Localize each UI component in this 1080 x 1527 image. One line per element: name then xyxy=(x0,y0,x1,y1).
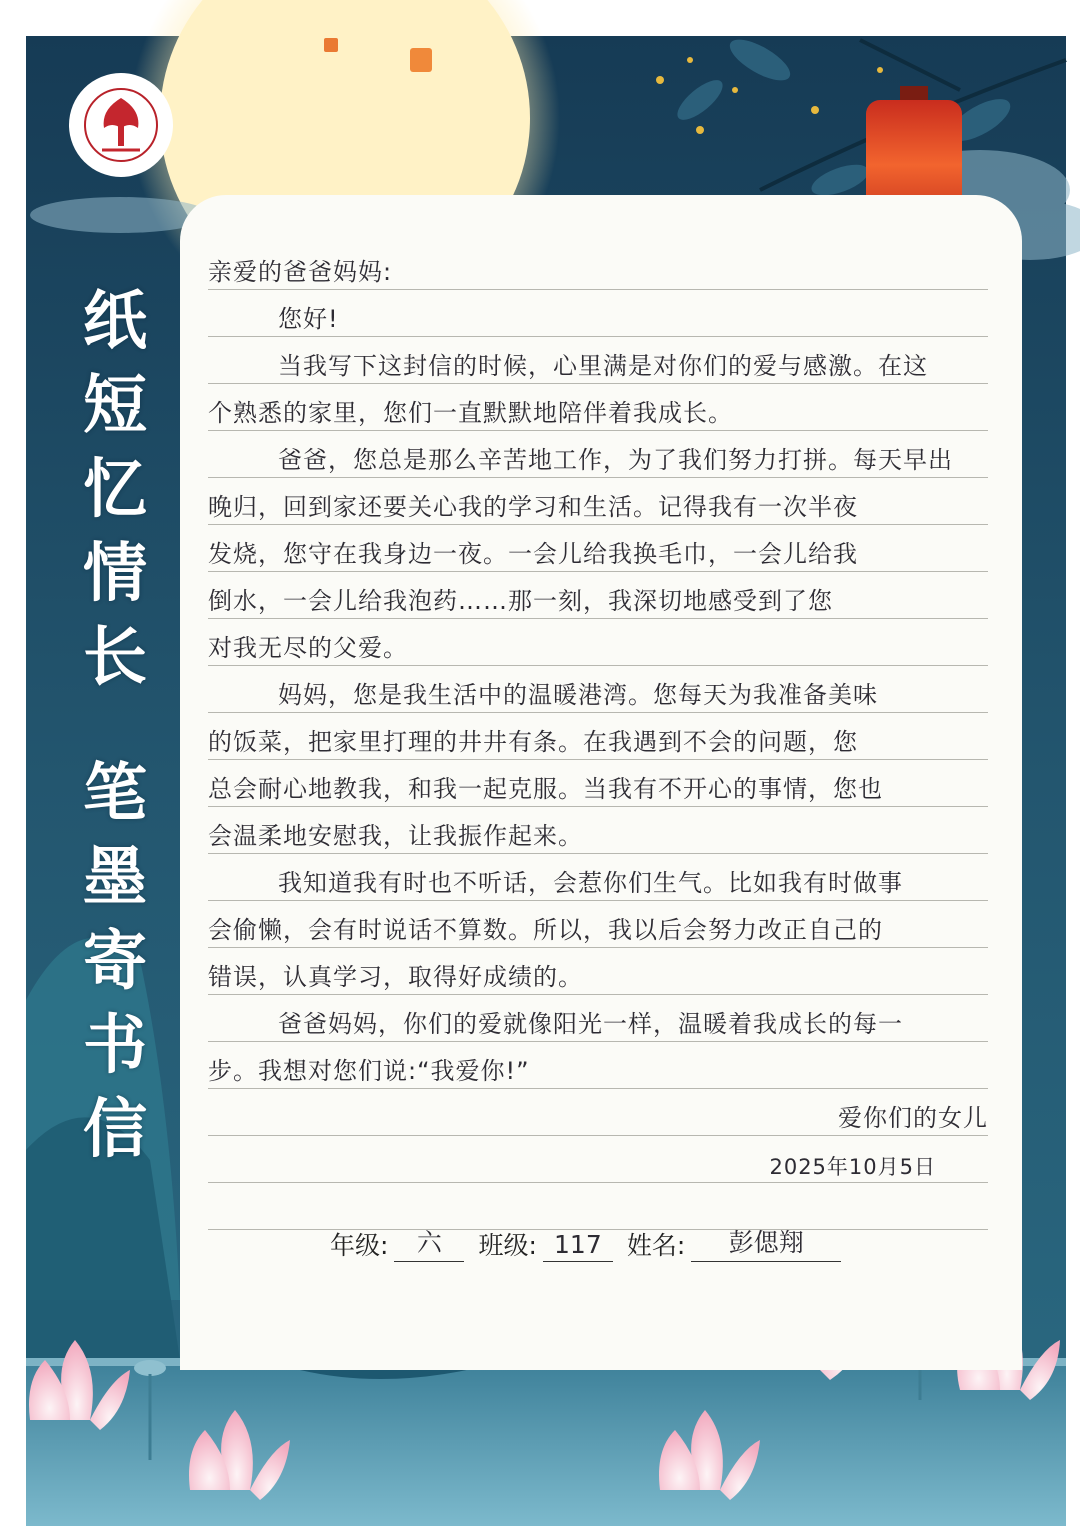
class-value: 117 xyxy=(543,1230,613,1262)
title-char: 寄 xyxy=(83,924,147,999)
letter-line: 错误，认真学习，取得好成绩的。 xyxy=(208,948,988,995)
name-value: 彭偲翔 xyxy=(691,1223,841,1262)
grade-value: 六 xyxy=(394,1223,464,1262)
letter-line: 会温柔地安慰我，让我振作起来。 xyxy=(208,807,988,854)
letter-line: 当我写下这封信的时候，心里满是对你们的爱与感激。在这 xyxy=(208,337,988,384)
letter-line: 妈妈，您是我生活中的温暖港湾。您每天为我准备美味 xyxy=(208,666,988,713)
letter-line: 对我无尽的父爱。 xyxy=(208,619,988,666)
vertical-title xyxy=(70,284,160,1182)
title-char: 忆 xyxy=(83,452,147,527)
letter-line: 会偷懒，会有时说话不算数。所以，我以后会努力改正自己的 xyxy=(208,901,988,948)
letter-signature: 爱你们的女儿 xyxy=(208,1089,988,1136)
title-char: 情 xyxy=(83,536,147,611)
letter-line: 步。我想对您们说:“我爱你!” xyxy=(208,1042,988,1089)
title-char: 长 xyxy=(83,620,147,695)
letter-line: 您好! xyxy=(208,290,988,337)
letter-line: 爸爸，您总是那么辛苦地工作，为了我们努力打拼。每天早出 xyxy=(208,431,988,478)
title-char: 笔 xyxy=(83,756,147,831)
letter-line: 的饭菜，把家里打理的井井有条。在我遇到不会的问题，您 xyxy=(208,713,988,760)
title-char: 短 xyxy=(83,368,147,443)
letter-line: 倒水，一会儿给我泡药……那一刻，我深切地感受到了您 xyxy=(208,572,988,619)
title-char: 书 xyxy=(83,1008,147,1083)
school-logo xyxy=(66,70,176,180)
letter-line: 我知道我有时也不听话，会惹你们生气。比如我有时做事 xyxy=(208,854,988,901)
name-label: 姓名: xyxy=(626,1231,686,1260)
title-gap xyxy=(70,710,160,762)
letter-greeting: 亲爱的爸爸妈妈: xyxy=(208,243,988,290)
letter-date: 2025年10月5日 xyxy=(208,1136,988,1183)
letter-line: 发烧，您守在我身边一夜。一会儿给我换毛巾，一会儿给我 xyxy=(208,525,988,572)
letter-line: 爸爸妈妈，你们的爱就像阳光一样，温暖着我成长的每一 xyxy=(208,995,988,1042)
title-char: 信 xyxy=(83,1092,147,1167)
title-char: 纸 xyxy=(83,284,147,359)
class-label: 班级: xyxy=(478,1231,537,1260)
student-info xyxy=(330,1222,855,1262)
title-char: 墨 xyxy=(83,840,147,915)
letter-line: 晚归，回到家还要关心我的学习和生活。记得我有一次半夜 xyxy=(208,478,988,525)
letter-line: 个熟悉的家里，您们一直默默地陪伴着我成长。 xyxy=(208,384,988,431)
letter-line: 总会耐心地教我，和我一起克服。当我有不开心的事情，您也 xyxy=(208,760,988,807)
grade-label: 年级: xyxy=(330,1231,389,1260)
letter-body xyxy=(208,243,988,1230)
